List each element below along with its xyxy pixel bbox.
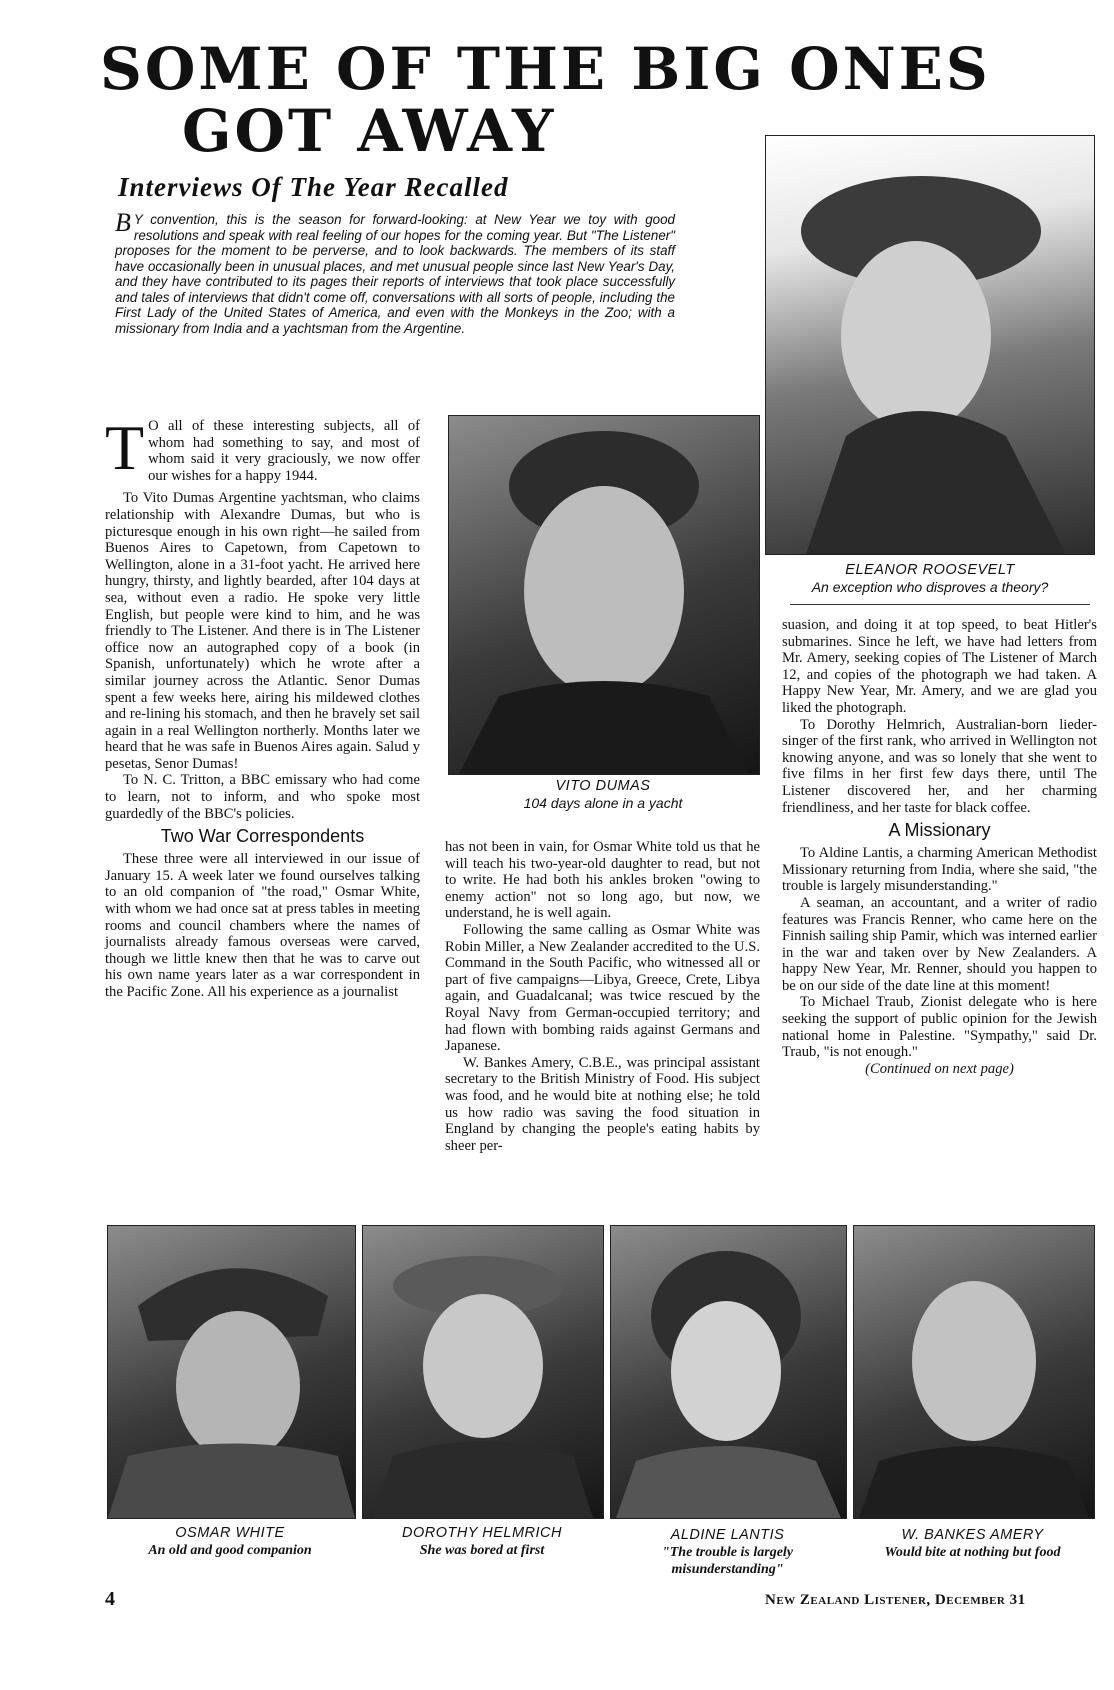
subheadline: Interviews Of The Year Recalled: [118, 172, 509, 202]
lead-drop-letter: T: [105, 412, 145, 483]
caption-roosevelt-name: ELEANOR ROOSEVELT: [845, 562, 1015, 578]
section-heading-war-correspondents: Two War Correspondents: [160, 826, 365, 847]
paragraph-traub: To Michael Traub, Zionist delegate who is here seeking the support of public opinion for the Jewish national home in Palestine. "Sympathy," said Dr. Traub, "is not enough.": [782, 994, 1097, 1061]
headline-line-2: GOT AWAY: [182, 97, 557, 165]
caption-roosevelt-text: An exception who disproves a theory?: [811, 579, 1049, 595]
caption-lantis-name: ALDINE LANTIS: [670, 1527, 785, 1543]
paragraph-bankes-amery: W. Bankes Amery, C.B.E., was principal assistant secretary to the British Ministry of Food. His subject was food, and he would bite at nothing else; he told us how radio was saving the food situation in England by changing the people's eating habits by sheer per-: [445, 1054, 760, 1154]
caption-amery-name: W. BANKES AMERY: [901, 1527, 1044, 1543]
lead-text: O all of these interesting subjects, all of whom had something to say, and most of whom said it very graciously, we now offer our wishes for a happy 1944.: [148, 418, 420, 484]
caption-dumas-name: VITO DUMAS: [555, 778, 651, 794]
vito-dumas-photo: [448, 415, 760, 775]
portrait-icon: [854, 1226, 1094, 1518]
caption-rule: [790, 604, 1090, 605]
caption-osmar-white: [105, 1525, 355, 1559]
caption-dumas: [448, 778, 758, 812]
portrait-icon: [766, 136, 1094, 554]
paragraph-lantis: To Aldine Lantis, a charming American Methodist Missionary returning from India, where she said, "the trouble is largely misunderstanding.": [782, 845, 1097, 895]
caption-helmrich-name: DOROTHY HELMRICH: [402, 1525, 562, 1541]
paragraph-helmrich: To Dorothy Helmrich, Australian-born lieder-singer of the first rank, who arrived in Wellington not knowing anyone, and was so lonely that she went to five films in her first few days there, until The Listener discovered her, and her charming friendliness, and her taste for black coffee.: [782, 716, 1097, 816]
intro-paragraph: [115, 208, 675, 336]
intro-text: Y convention, this is the season for forward-looking: at New Year we toy with good resolutions and speak with real feeling of our hopes for the coming year. But "The Listener" proposes for the moment to be perverse, and to look backwards. The members of its staff have occasionally been in unusual places, and met unusual people since last New Year's Day, and they have contributed to its pages their reports of interviews that took place successfully and tales of interviews that didn't come off, conversations with all sorts of people, including the First Lady of the United States of America, and even with the Monkeys in the Zoo; with a missionary from India and a yachtsman from the Argentine.: [115, 212, 675, 336]
intro-drop-letter: B: [115, 208, 131, 237]
column-1: [105, 412, 420, 1001]
caption-amery-text: Would bite at nothing but food: [884, 1545, 1061, 1560]
page-number: 4: [105, 1588, 116, 1610]
column-3: [782, 617, 1097, 1077]
caption-lantis-text: "The trouble is largely misunderstanding": [661, 1545, 794, 1577]
continued-note: (Continued on next page): [865, 1060, 1014, 1077]
headline-line-1: SOME OF THE BIG ONES: [100, 35, 991, 103]
caption-dumas-text: 104 days alone in a yacht: [523, 795, 683, 811]
paragraph-osmar-white: These three were all interviewed in our issue of January 15. A week later we found ourselves talking to an old companion of "the road," Osmar White, with whom we had once sat at press tables in meeting rooms and council chambers where the names of journalists already famous overseas were carved, though we little knew then that he was to carve out his own name years later as a war correspondent in the Pacific Zone. All his experience as a journalist: [105, 851, 420, 1000]
osmar-white-photo: [107, 1225, 356, 1519]
aldine-lantis-photo: [610, 1225, 847, 1519]
caption-lantis: [620, 1527, 835, 1578]
lead-paragraph: [105, 412, 420, 484]
bankes-amery-photo: [853, 1225, 1095, 1519]
paragraph-osmar-white-cont: has not been in vain, for Osmar White told us that he will teach his two-year-old daughter to read, but not to write. He had both his ankles broken "owing to enemy action" not so long ago, but now, we understand, he is well again.: [445, 839, 760, 922]
portrait-icon: [363, 1226, 603, 1518]
portrait-icon: [611, 1226, 846, 1518]
dorothy-helmrich-photo: [362, 1225, 604, 1519]
caption-amery: [855, 1527, 1090, 1561]
paragraph-amery-cont: suasion, and doing it at top speed, to beat Hitler's submarines. Since he left, we have had letters from Mr. Amery, seeking copies of The Listener of March 12, and copies of the photograph we had taken. A Happy New Year, Mr. Amery, and we are glad you liked the photograph.: [782, 617, 1097, 716]
caption-helmrich-text: She was bored at first: [419, 1543, 545, 1558]
paragraph-renner: A seaman, an accountant, and a writer of radio features was Francis Renner, who came here on the Finnish sailing ship Pamir, which was interned earlier in the war and taken over by New Zealanders. A happy New Year, Mr. Renner, should you happen to be on our side of the date line at this moment!: [782, 894, 1097, 994]
eleanor-roosevelt-photo: [765, 135, 1095, 555]
section-heading-missionary: A Missionary: [888, 820, 991, 841]
caption-helmrich: [362, 1525, 602, 1559]
paragraph-tritton: To N. C. Tritton, a BBC emissary who had come to learn, not to inform, and who spoke most guardedly of the BBC's policies.: [105, 772, 420, 822]
paragraph-vito-dumas: To Vito Dumas Argentine yachtsman, who claims relationship with Alexandre Dumas, but who is picturesque enough in his own right—he sailed from Buenos Aires to Capetown, from Capetown to Wellington, alone in a 31-foot yacht. He arrived here hungry, thirsty, and lightly bearded, after 104 days at sea, without even a radio. He spoke very little English, but people were kind to him, and he was friendly to The Listener. And there is in The Listener office now an autographed copy of a book (in Spanish, unfortunately) which he wrote after a similar journey across the Atlantic. Senor Dumas spent a few weeks here, airing his mildewed clothes and re-lining his stomach, and then he bravely set sail again in a real Wellington northerly. Months later we heard that he was safe in Buenos Aires again. Salud y pesetas, Senor Dumas!: [105, 490, 420, 772]
caption-roosevelt: [765, 562, 1095, 596]
portrait-icon: [108, 1226, 355, 1518]
portrait-icon: [449, 416, 759, 774]
column-2: [445, 839, 760, 1154]
publication-footer: New Zealand Listener, December 31: [765, 1592, 1026, 1608]
paragraph-robin-miller: Following the same calling as Osmar White was Robin Miller, a New Zealander accredited to the U.S. Command in the South Pacific, who witnessed all or part of five campaigns—Libya, Greece, Crete, Libya again, and Guadalcanal; was twice rescued by the Royal Navy from German-occupied territory; and had flown with bombing raids against Germans and Japanese.: [445, 921, 760, 1055]
caption-white-name: OSMAR WHITE: [175, 1525, 285, 1541]
caption-white-text: An old and good companion: [148, 1543, 312, 1558]
